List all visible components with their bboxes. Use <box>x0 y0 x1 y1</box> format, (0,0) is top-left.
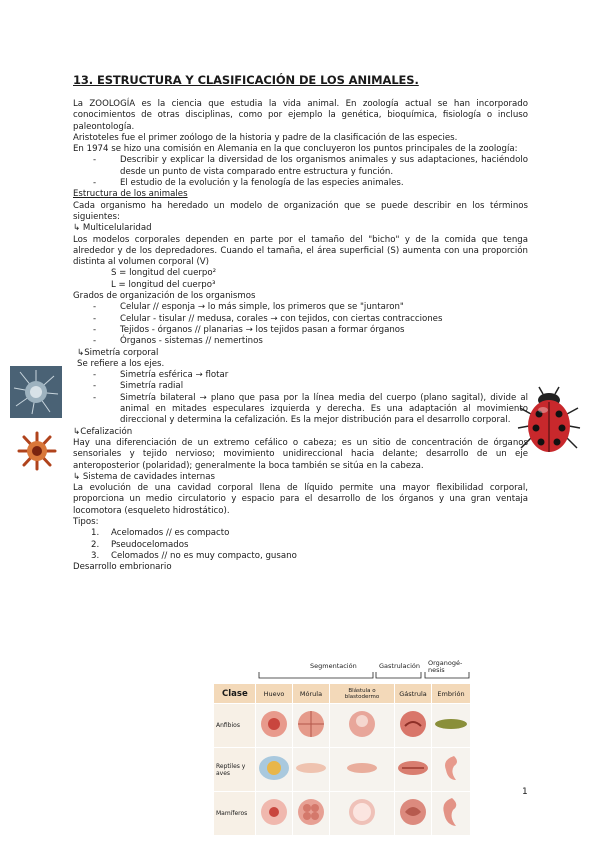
embryo-table <box>213 683 471 836</box>
blastula-image <box>346 708 378 740</box>
label-organogenesis: Organogé-nesis <box>428 659 463 674</box>
list-item: 1. Acelomados // es compacto <box>91 528 230 539</box>
zoology-points-list <box>73 155 528 189</box>
grados-heading: Grados de organización de los organismos <box>73 291 256 302</box>
embryo-image <box>433 714 469 734</box>
subheading-cefalizacion: ↳Cefalización <box>73 426 133 437</box>
header-embrion: Embrión <box>432 684 471 704</box>
simetria-list <box>73 370 528 426</box>
list-item: - Describir y explicar la diversidad de los organismos animales y sus adaptaciones, haciéndolo desde un punto de vista comparado entre estructura y función. <box>120 155 528 178</box>
page-title: 13. ESTRUCTURA Y CLASIFICACIÓN DE LOS ANIMALES. <box>73 73 419 87</box>
blastula-image <box>346 796 378 828</box>
embryo-development-figure <box>213 659 471 830</box>
header-blastula: Blástula o blastodermo <box>330 684 395 704</box>
intro-paragraph-1: La ZOOLOGÍA es la ciencia que estudia la vida animal. En zoología actual se han incorporado conocimientos de otras disciplinas, como por ejemplo la genética, bioquímica, fisiología o incluso paleontología. <box>73 99 528 132</box>
label-segmentacion: Segmentación <box>310 662 357 670</box>
embryo-image <box>438 752 464 784</box>
estructura-paragraph: Cada organismo ha heredado un modelo de organización que se puede describir en los términos siguientes: <box>73 200 528 222</box>
page-number: 1 <box>522 787 528 797</box>
list-item: - Celular - tisular // medusa, corales → con tejidos, con ciertas contracciones <box>120 314 528 325</box>
header-morula: Mórula <box>293 684 330 704</box>
intro-paragraph-3: En 1974 se hizo una comisión en Alemania en la que concluyeron los puntos principales de la zoología: <box>73 144 518 155</box>
grados-list <box>73 302 528 347</box>
list-item: - El estudio de la evolución y la fenología de las especies animales. <box>120 178 528 189</box>
subheading-simetria: ↳Simetría corporal <box>77 347 159 358</box>
table-row <box>214 748 471 792</box>
stage-brackets <box>213 659 471 682</box>
list-item: - Simetría radial <box>120 381 528 392</box>
formula-volume: L = longitud del cuerpo³ <box>111 279 216 290</box>
egg-image <box>257 752 291 784</box>
blastula-image <box>345 758 379 778</box>
ladybug-image <box>517 386 581 456</box>
row-label-mamiferos: Mamíferos <box>214 792 256 836</box>
embryo-image <box>438 795 464 829</box>
sea-urchin-image <box>10 366 62 418</box>
gastrula-image <box>396 756 430 780</box>
list-item: - Tejidos - órganos // planarias → los tejidos pasan a formar órganos <box>120 325 528 336</box>
simetria-text: Se refiere a los ejes. <box>77 358 165 369</box>
egg-image <box>258 796 290 828</box>
gastrula-image <box>397 796 429 828</box>
list-item: 3. Celomados // no es muy compacto, gusano <box>91 550 297 561</box>
morula-image <box>295 796 327 828</box>
subheading-cavidades: ↳ Sistema de cavidades internas <box>73 471 215 482</box>
header-gastrula: Gástrula <box>395 684 432 704</box>
list-item: - Simetría bilateral → plano que pasa por la línea media del cuerpo (plano sagital), divide al animal en mitades especulares izquierda y derecha. Es una adaptación al movimiento direccional y determina la cefalización. Es la mejor distribución para el desarrollo corporal. <box>120 393 528 427</box>
multicelularidad-text: Los modelos corporales dependen en parte por el tamaño del "bicho" y de la comida que tenga alrededor y de los depredadores. Cuando el tamaña, el área superficial (S) aumenta con una proporción distinta al volumen corporal (V) <box>73 234 528 268</box>
formula-surface: S = longitud del cuerpo² <box>111 268 217 279</box>
tipos-list <box>73 528 528 562</box>
cefalizacion-text: Hay una diferenciación de un extremo cefálico o cabeza; es un sitio de concentración de órganos sensoriales y tejido nervioso; movimiento unidireccional hacia delante; desarrollo de un eje anteroposterior (polaridad); generalmente la boca también se sitúa en la cabeza. <box>73 437 528 471</box>
list-item: - Órganos - sistemas // nemertinos <box>120 336 528 347</box>
table-row <box>214 704 471 748</box>
subheading-multicelularidad: ↳ Multicelularidad <box>73 223 152 234</box>
intro-paragraph-2: Aristoteles fue el primer zoólogo de la historia y padre de la clasificación de las especies. <box>73 132 458 143</box>
row-label-anfibios: Anfibios <box>214 704 256 748</box>
gastrula-image <box>397 708 429 740</box>
row-label-reptiles-aves: Reptiles y aves <box>214 748 256 792</box>
section-heading-estructura: Estructura de los animales <box>73 189 188 200</box>
table-row <box>214 792 471 836</box>
sea-anemone-image <box>16 430 58 472</box>
cavidades-text: La evolución de una cavidad corporal llena de líquido permite una mayor flexibilidad corporal, proporciona un medio circulatorio y espacio para el desarrollo de los órganos y una gran ventaja locomotora (esqueleto hidrostático). <box>73 483 528 516</box>
list-item: - Celular // esponja → lo más simple, los primeros que se "juntaron" <box>120 302 528 313</box>
desarrollo-heading: Desarrollo embrionario <box>73 562 172 573</box>
morula-image <box>294 758 328 778</box>
header-clase: Clase <box>214 684 256 704</box>
label-gastrulacion: Gastrulación <box>379 662 421 670</box>
document-body <box>73 99 528 573</box>
list-item: 2. Pseudocelomados <box>91 539 189 550</box>
list-item: - Simetría esférica → flotar <box>120 370 528 381</box>
tipos-label: Tipos: <box>73 516 99 527</box>
egg-image <box>258 708 290 740</box>
morula-image <box>295 708 327 740</box>
header-huevo: Huevo <box>256 684 293 704</box>
